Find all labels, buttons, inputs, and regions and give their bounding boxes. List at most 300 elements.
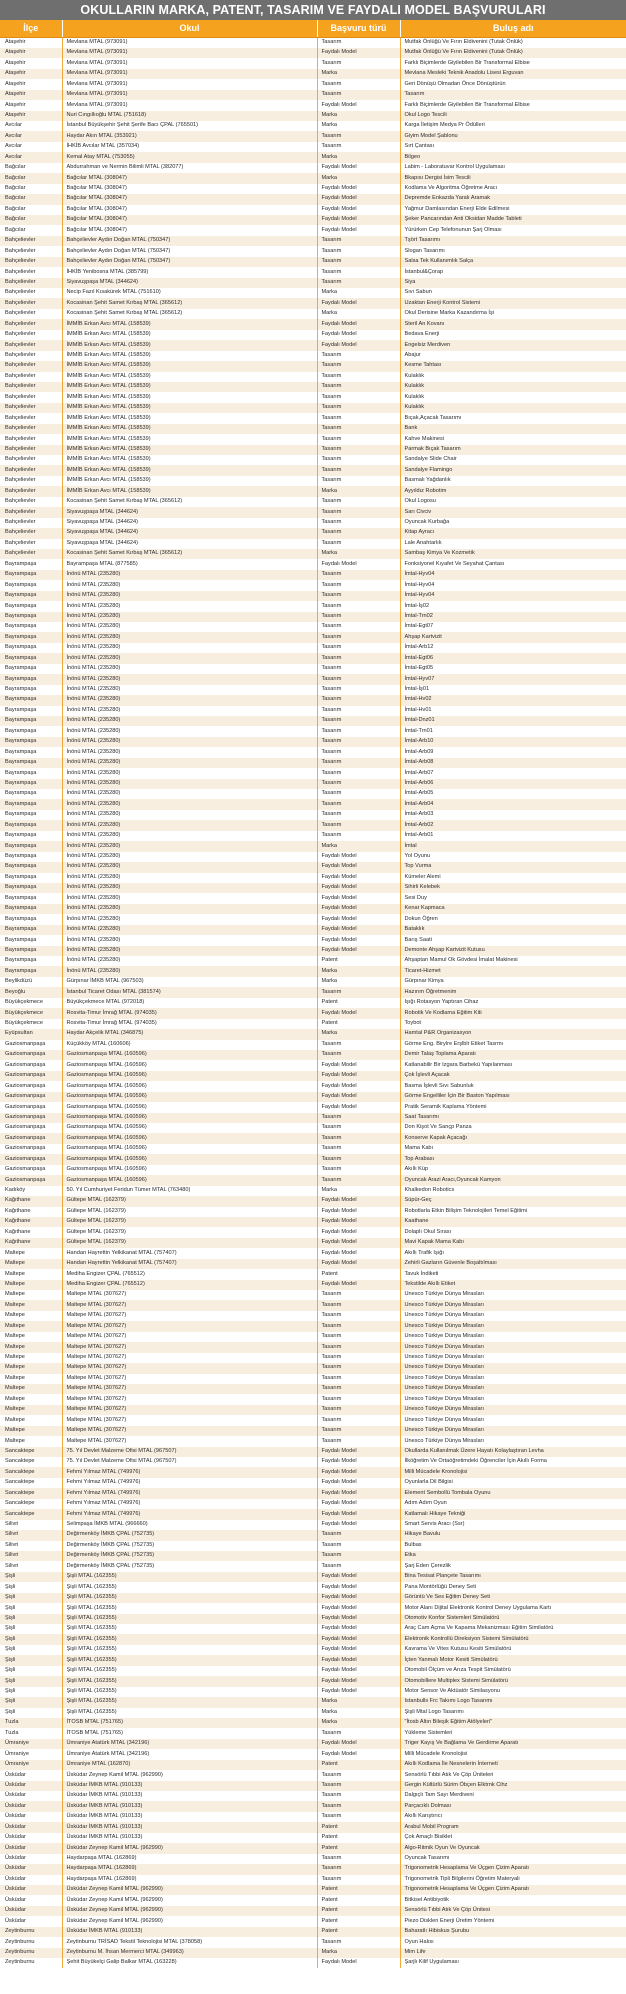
cell-ilce: Bahçelievler — [0, 246, 62, 256]
cell-basvuru-turu: Marka — [317, 111, 400, 121]
cell-bulus-adi: Akıllı Trafik Işığı — [400, 1248, 626, 1258]
cell-basvuru-turu: Faydalı Model — [317, 1238, 400, 1248]
cell-bulus-adi: Unesco Türkiye Dünya Mirasları — [400, 1405, 626, 1415]
cell-bulus-adi: Katlanabilir Bir Izgara Barbekü Yapılanması — [400, 1060, 626, 1070]
table-row — [0, 361, 626, 371]
table-row — [0, 852, 626, 862]
table-row — [0, 747, 626, 757]
cell-ilce: Şişli — [0, 1582, 62, 1592]
cell-ilce: Gaziosmanpaşa — [0, 1102, 62, 1112]
cell-ilce: Silivri — [0, 1551, 62, 1561]
cell-okul: Zeytinburnu M. İhsan Mermerci MTAL (349963) — [62, 1948, 317, 1958]
table-row — [0, 1770, 626, 1780]
table-row — [0, 90, 626, 100]
table-row — [0, 58, 626, 68]
cell-ilce: Avcılar — [0, 121, 62, 131]
cell-basvuru-turu: Tasarım — [317, 1384, 400, 1394]
cell-ilce: Bahçelievler — [0, 445, 62, 455]
cell-basvuru-turu: Tasarım — [317, 445, 400, 455]
cell-okul: İnönü MTAL (235280) — [62, 643, 317, 653]
cell-ilce: Maltepe — [0, 1405, 62, 1415]
cell-basvuru-turu: Tasarım — [317, 1875, 400, 1885]
table-row — [0, 539, 626, 549]
table-row — [0, 215, 626, 225]
cell-ilce: Maltepe — [0, 1363, 62, 1373]
cell-basvuru-turu: Faydalı Model — [317, 215, 400, 225]
cell-ilce: Şişli — [0, 1645, 62, 1655]
cell-bulus-adi: Mavi Kapak Mama Kabı — [400, 1238, 626, 1248]
cell-bulus-adi: İmtal-Egt07 — [400, 622, 626, 632]
cell-basvuru-turu: Marka — [317, 1708, 400, 1718]
cell-ilce: Ataşehir — [0, 58, 62, 68]
cell-basvuru-turu: Tasarım — [317, 382, 400, 392]
cell-basvuru-turu: Tasarım — [317, 716, 400, 726]
cell-okul: Gaziosmanpaşa MTAL (160596) — [62, 1050, 317, 1060]
cell-okul: Selimpaşa İMKB MTAL (966660) — [62, 1520, 317, 1530]
cell-okul: İnönü MTAL (235280) — [62, 768, 317, 778]
cell-basvuru-turu: Faydalı Model — [317, 1457, 400, 1467]
cell-bulus-adi: Şeker Pancarından Anti Oksidan Madde Tableti — [400, 215, 626, 225]
table-row — [0, 1238, 626, 1248]
cell-ilce: Bayrampaşa — [0, 893, 62, 903]
cell-bulus-adi: Katlamalı Hikaye Tekniği — [400, 1509, 626, 1519]
cell-okul: Nuri Cıngıllıoğlu MTAL (751618) — [62, 111, 317, 121]
cell-basvuru-turu: Tasarım — [317, 403, 400, 413]
cell-basvuru-turu: Tasarım — [317, 38, 400, 48]
cell-okul: Handan Hayrettin Yelkikanat MTAL (757407) — [62, 1259, 317, 1269]
table-row — [0, 1426, 626, 1436]
cell-ilce: Kağıthane — [0, 1227, 62, 1237]
cell-basvuru-turu: Marka — [317, 1186, 400, 1196]
cell-basvuru-turu: Tasarım — [317, 1113, 400, 1123]
table-row — [0, 236, 626, 246]
cell-okul: Gaziosmanpaşa MTAL (160596) — [62, 1060, 317, 1070]
cell-ilce: Şişli — [0, 1666, 62, 1676]
cell-basvuru-turu: Tasarım — [317, 392, 400, 402]
cell-basvuru-turu: Tasarım — [317, 612, 400, 622]
table-row — [0, 946, 626, 956]
cell-bulus-adi: Demonte Ahşap Kartvizit Kutusu — [400, 946, 626, 956]
cell-basvuru-turu: Tasarım — [317, 1363, 400, 1373]
table-row — [0, 1478, 626, 1488]
cell-ilce: Maltepe — [0, 1248, 62, 1258]
cell-basvuru-turu: Marka — [317, 977, 400, 987]
table-row — [0, 549, 626, 559]
cell-bulus-adi: İmtal-Trn02 — [400, 612, 626, 622]
cell-basvuru-turu: Faydalı Model — [317, 1634, 400, 1644]
cell-bulus-adi: Sambaş Kimya Ve Kozmetik — [400, 549, 626, 559]
cell-ilce: Üsküdar — [0, 1812, 62, 1822]
cell-bulus-adi: Pratik Seramik Kaplama Yöntemi — [400, 1102, 626, 1112]
cell-okul: İMMİB Erkan Avcı MTAL (158539) — [62, 445, 317, 455]
cell-basvuru-turu: Patent — [317, 1843, 400, 1853]
cell-bulus-adi: Trigonometrik Tipli Bilgilerini Öğretim Materyali — [400, 1875, 626, 1885]
table-row — [0, 465, 626, 475]
cell-bulus-adi: Gergin Kültürlü Sürim Öbçen Elktrnk Cihz — [400, 1781, 626, 1791]
cell-okul: Gaziosmanpaşa MTAL (160596) — [62, 1113, 317, 1123]
cell-okul: Necip Fazıl Kısakürek MTAL (751610) — [62, 288, 317, 298]
table-row — [0, 1551, 626, 1561]
cell-okul: İnönü MTAL (235280) — [62, 820, 317, 830]
cell-okul: Bağcılar MTAL (308047) — [62, 215, 317, 225]
table-row — [0, 779, 626, 789]
table-row — [0, 340, 626, 350]
cell-ilce: Bayrampaşa — [0, 695, 62, 705]
table-row — [0, 173, 626, 183]
cell-ilce: Ataşehir — [0, 100, 62, 110]
cell-ilce: Bayrampaşa — [0, 674, 62, 684]
column-header-okul: Okul — [62, 20, 317, 38]
cell-ilce: Bahçelievler — [0, 539, 62, 549]
cell-basvuru-turu: Tasarım — [317, 831, 400, 841]
table-row — [0, 1040, 626, 1050]
cell-okul: İnönü MTAL (235280) — [62, 925, 317, 935]
cell-okul: İnönü MTAL (235280) — [62, 695, 317, 705]
cell-okul: Fehmi Yılmaz MTAL (749976) — [62, 1467, 317, 1477]
table-row — [0, 528, 626, 538]
table-row — [0, 1634, 626, 1644]
cell-basvuru-turu: Patent — [317, 1916, 400, 1926]
cell-bulus-adi: Elektronik Kontrollü Direksiyon Sistemi Simülatörü — [400, 1634, 626, 1644]
cell-ilce: Silivri — [0, 1520, 62, 1530]
table-row — [0, 1624, 626, 1634]
cell-okul: Şişli MTAL (162355) — [62, 1582, 317, 1592]
cell-ilce: Ümraniye — [0, 1739, 62, 1749]
cell-okul: İMMİB Erkan Avcı MTAL (158539) — [62, 455, 317, 465]
cell-ilce: Bayrampaşa — [0, 956, 62, 966]
cell-okul: Maltepe MTAL (307627) — [62, 1363, 317, 1373]
table-row — [0, 1499, 626, 1509]
cell-ilce: Bayrampaşa — [0, 789, 62, 799]
cell-bulus-adi: Trigonometrik Hesaplama Ve Üçgen Çizim Aparatı — [400, 1864, 626, 1874]
cell-bulus-adi: Basmalı Yağdanlık — [400, 476, 626, 486]
cell-ilce: Bahçelievler — [0, 476, 62, 486]
cell-ilce: Büyükçekmece — [0, 1019, 62, 1029]
cell-ilce: Maltepe — [0, 1311, 62, 1321]
cell-okul: Üsküdar İMKB MTAL (910133) — [62, 1781, 317, 1791]
cell-ilce: Bayrampaşa — [0, 570, 62, 580]
cell-basvuru-turu: Tasarım — [317, 131, 400, 141]
cell-basvuru-turu: Faydalı Model — [317, 862, 400, 872]
cell-basvuru-turu: Marka — [317, 549, 400, 559]
table-row — [0, 246, 626, 256]
cell-okul: Haydar Akın MTAL (353921) — [62, 131, 317, 141]
cell-okul: İMMİB Erkan Avcı MTAL (158539) — [62, 382, 317, 392]
cell-bulus-adi: Sesi Duy — [400, 893, 626, 903]
cell-okul: Üsküdar İMKB MTAL (910133) — [62, 1791, 317, 1801]
cell-okul: Haydarpaşa MTAL (162869) — [62, 1854, 317, 1864]
cell-bulus-adi: İmtal-Arb08 — [400, 758, 626, 768]
cell-basvuru-turu: Patent — [317, 1833, 400, 1843]
cell-basvuru-turu: Marka — [317, 1948, 400, 1958]
cell-bulus-adi: Parmak Bıçak Tasarım — [400, 445, 626, 455]
cell-bulus-adi: Hikaye Bavulu — [400, 1530, 626, 1540]
cell-basvuru-turu: Tasarım — [317, 1801, 400, 1811]
cell-ilce: Maltepe — [0, 1384, 62, 1394]
cell-okul: İMMİB Erkan Avcı MTAL (158539) — [62, 424, 317, 434]
cell-okul: İnönü MTAL (235280) — [62, 841, 317, 851]
cell-basvuru-turu: Tasarım — [317, 726, 400, 736]
table-row — [0, 1154, 626, 1164]
cell-ilce: Ataşehir — [0, 90, 62, 100]
cell-basvuru-turu: Tasarım — [317, 1311, 400, 1321]
table-row — [0, 288, 626, 298]
cell-basvuru-turu: Patent — [317, 1019, 400, 1029]
cell-bulus-adi: Bkapısı Dergisi İsim Tescili — [400, 173, 626, 183]
cell-ilce: Şişli — [0, 1572, 62, 1582]
cell-basvuru-turu: Tasarım — [317, 779, 400, 789]
cell-okul: Şişli MTAL (162355) — [62, 1708, 317, 1718]
cell-ilce: Ümraniye — [0, 1749, 62, 1759]
cell-basvuru-turu: Faydalı Model — [317, 1572, 400, 1582]
cell-bulus-adi: İmtal-Arb07 — [400, 768, 626, 778]
cell-basvuru-turu: Patent — [317, 1760, 400, 1770]
cell-basvuru-turu: Tasarım — [317, 1050, 400, 1060]
cell-basvuru-turu: Patent — [317, 1885, 400, 1895]
cell-bulus-adi: Hamtal P&R Organizasyon — [400, 1029, 626, 1039]
cell-basvuru-turu: Faydalı Model — [317, 1060, 400, 1070]
cell-ilce: Bağcılar — [0, 163, 62, 173]
cell-bulus-adi: Şarj Eden Çerezlik — [400, 1561, 626, 1571]
cell-basvuru-turu: Tasarım — [317, 1144, 400, 1154]
cell-bulus-adi: Ahşap Kartvizit — [400, 632, 626, 642]
table-row — [0, 1321, 626, 1331]
table-row — [0, 1509, 626, 1519]
cell-basvuru-turu: Faydalı Model — [317, 1081, 400, 1091]
cell-okul: Siyavuşpaşa MTAL (344624) — [62, 518, 317, 528]
cell-basvuru-turu: Tasarım — [317, 1342, 400, 1352]
cell-basvuru-turu: Marka — [317, 966, 400, 976]
cell-basvuru-turu: Tasarım — [317, 1332, 400, 1342]
cell-okul: İnönü MTAL (235280) — [62, 706, 317, 716]
table-row — [0, 883, 626, 893]
cell-bulus-adi: Giyim Model Şablonu — [400, 131, 626, 141]
table-row — [0, 1875, 626, 1885]
table-row — [0, 497, 626, 507]
cell-ilce: Tuzla — [0, 1728, 62, 1738]
cell-okul: Maltepe MTAL (307627) — [62, 1405, 317, 1415]
cell-bulus-adi: Yol Oyunu — [400, 852, 626, 862]
table-row — [0, 1760, 626, 1770]
cell-ilce: Bağcılar — [0, 215, 62, 225]
table-row — [0, 413, 626, 423]
cell-okul: Mevlana MTAL (973091) — [62, 79, 317, 89]
table-row — [0, 38, 626, 48]
cell-okul: Rosvita-Timur İmrağ MTAL (974035) — [62, 1019, 317, 1029]
table-row — [0, 1749, 626, 1759]
cell-basvuru-turu: Faydalı Model — [317, 1687, 400, 1697]
cell-bulus-adi: Geri Dönüşü Olmadan Önce Dönüştürün — [400, 79, 626, 89]
cell-basvuru-turu: Faydalı Model — [317, 163, 400, 173]
cell-okul: Maltepe MTAL (307627) — [62, 1353, 317, 1363]
cell-okul: Maltepe MTAL (307627) — [62, 1311, 317, 1321]
cell-basvuru-turu: Tasarım — [317, 737, 400, 747]
cell-bulus-adi: Smart Servis Aracı (Ssr) — [400, 1520, 626, 1530]
cell-okul: 50. Yıl Cumhuriyet Feridun Tümer MTAL (763480) — [62, 1186, 317, 1196]
cell-ilce: Bayrampaşa — [0, 580, 62, 590]
cell-basvuru-turu: Faydalı Model — [317, 1207, 400, 1217]
cell-okul: İnönü MTAL (235280) — [62, 799, 317, 809]
table-row — [0, 768, 626, 778]
table-row — [0, 278, 626, 288]
table-row — [0, 601, 626, 611]
cell-bulus-adi: Unesco Türkiye Dünya Mirasları — [400, 1311, 626, 1321]
cell-okul: Gaziosmanpaşa MTAL (160596) — [62, 1165, 317, 1175]
cell-bulus-adi: Element Sembollü Tombala Oyunu — [400, 1488, 626, 1498]
cell-basvuru-turu: Tasarım — [317, 1175, 400, 1185]
cell-bulus-adi: Unesco Türkiye Dünya Mirasları — [400, 1332, 626, 1342]
cell-basvuru-turu: Faydalı Model — [317, 935, 400, 945]
cell-ilce: Gaziosmanpaşa — [0, 1113, 62, 1123]
cell-okul: İnönü MTAL (235280) — [62, 883, 317, 893]
cell-ilce: Bahçelievler — [0, 497, 62, 507]
cell-basvuru-turu: Tasarım — [317, 1123, 400, 1133]
cell-okul: Maltepe MTAL (307627) — [62, 1436, 317, 1446]
table-row — [0, 455, 626, 465]
cell-bulus-adi: İmtal-Hv01 — [400, 706, 626, 716]
cell-basvuru-turu: Faydalı Model — [317, 1655, 400, 1665]
table-row — [0, 1593, 626, 1603]
table-row — [0, 372, 626, 382]
table-row — [0, 1895, 626, 1905]
cell-ilce: Bahçelievler — [0, 309, 62, 319]
cell-okul: İnönü MTAL (235280) — [62, 591, 317, 601]
cell-ilce: Bayrampaşa — [0, 873, 62, 883]
cell-ilce: Maltepe — [0, 1321, 62, 1331]
table-row — [0, 841, 626, 851]
cell-bulus-adi: Ayyıldız Robotim — [400, 486, 626, 496]
table-row — [0, 1833, 626, 1843]
cell-okul: İMMİB Erkan Avcı MTAL (158539) — [62, 340, 317, 350]
cell-basvuru-turu: Faydalı Model — [317, 904, 400, 914]
cell-okul: Üsküdar Zeynep Kamil MTAL (962990) — [62, 1895, 317, 1905]
cell-basvuru-turu: Tasarım — [317, 1290, 400, 1300]
cell-ilce: Beyoğlu — [0, 987, 62, 997]
cell-basvuru-turu: Tasarım — [317, 1770, 400, 1780]
table-row — [0, 403, 626, 413]
table-row — [0, 1248, 626, 1258]
cell-okul: Haydarpaşa MTAL (162869) — [62, 1875, 317, 1885]
cell-ilce: Üsküdar — [0, 1801, 62, 1811]
cell-basvuru-turu: Faydalı Model — [317, 1071, 400, 1081]
cell-basvuru-turu: Tasarım — [317, 1561, 400, 1571]
cell-okul: İnönü MTAL (235280) — [62, 716, 317, 726]
cell-bulus-adi: Milli Mücadele Kronolojisi — [400, 1749, 626, 1759]
cell-basvuru-turu: Tasarım — [317, 664, 400, 674]
cell-okul: Şişli MTAL (162355) — [62, 1655, 317, 1665]
cell-okul: Maltepe MTAL (307627) — [62, 1342, 317, 1352]
cell-bulus-adi: Sıvı Sabun — [400, 288, 626, 298]
cell-okul: İMMİB Erkan Avcı MTAL (158539) — [62, 319, 317, 329]
cell-okul: İnönü MTAL (235280) — [62, 831, 317, 841]
cell-okul: İMMİB Erkan Avcı MTAL (158539) — [62, 351, 317, 361]
cell-basvuru-turu: Marka — [317, 1029, 400, 1039]
cell-ilce: Bağcılar — [0, 173, 62, 183]
cell-basvuru-turu: Faydalı Model — [317, 1447, 400, 1457]
cell-okul: İnönü MTAL (235280) — [62, 810, 317, 820]
table-row — [0, 476, 626, 486]
table-row — [0, 1207, 626, 1217]
table-row — [0, 1791, 626, 1801]
cell-bulus-adi: Bitkisel Antibiyotik — [400, 1895, 626, 1905]
cell-ilce: Şişli — [0, 1593, 62, 1603]
cell-ilce: Sancaktepe — [0, 1509, 62, 1519]
cell-basvuru-turu: Marka — [317, 1697, 400, 1707]
cell-bulus-adi: Baharatlı Hibiskus Şurubu — [400, 1927, 626, 1937]
cell-okul: Şişli MTAL (162355) — [62, 1634, 317, 1644]
cell-basvuru-turu: Tasarım — [317, 758, 400, 768]
cell-okul: İnönü MTAL (235280) — [62, 862, 317, 872]
cell-basvuru-turu: Tasarım — [317, 257, 400, 267]
table-row — [0, 977, 626, 987]
cell-okul: Ümraniye MTAL (162870) — [62, 1760, 317, 1770]
cell-okul: Gültepe MTAL (162379) — [62, 1227, 317, 1237]
cell-basvuru-turu: Patent — [317, 956, 400, 966]
table-row — [0, 1937, 626, 1947]
cell-ilce: Ataşehir — [0, 38, 62, 48]
cell-basvuru-turu: Tasarım — [317, 1426, 400, 1436]
table-row — [0, 570, 626, 580]
cell-okul: İMMİB Erkan Avcı MTAL (158539) — [62, 361, 317, 371]
cell-bulus-adi: Top Arabası — [400, 1154, 626, 1164]
cell-basvuru-turu: Faydalı Model — [317, 205, 400, 215]
cell-ilce: Bahçelievler — [0, 413, 62, 423]
table-row — [0, 225, 626, 235]
cell-bulus-adi: Okul Logosu — [400, 497, 626, 507]
cell-bulus-adi: Unesco Türkiye Dünya Mirasları — [400, 1426, 626, 1436]
table-row — [0, 643, 626, 653]
cell-okul: Siyavuşpaşa MTAL (344624) — [62, 507, 317, 517]
cell-okul: 75. Yıl Devlet Malzeme Ofisi MTAL (967507) — [62, 1447, 317, 1457]
cell-basvuru-turu: Faydalı Model — [317, 873, 400, 883]
cell-basvuru-turu: Tasarım — [317, 601, 400, 611]
cell-basvuru-turu: Faydalı Model — [317, 184, 400, 194]
cell-okul: İnönü MTAL (235280) — [62, 956, 317, 966]
cell-okul: Maltepe MTAL (307627) — [62, 1426, 317, 1436]
table-row — [0, 1300, 626, 1310]
cell-bulus-adi: Ticaret-Hizmet — [400, 966, 626, 976]
cell-ilce: Üsküdar — [0, 1833, 62, 1843]
cell-bulus-adi: Mutfak Önlüğü Ve Fırın Eldivenini (Tutak Önlük) — [400, 38, 626, 48]
cell-okul: Değirmenköy İMKB ÇPAL (752735) — [62, 1551, 317, 1561]
cell-basvuru-turu: Tasarım — [317, 361, 400, 371]
cell-ilce: Bayrampaşa — [0, 726, 62, 736]
cell-okul: İstanbul Ticaret Odası MTAL (381574) — [62, 987, 317, 997]
cell-bulus-adi: Saat Tasarımı — [400, 1113, 626, 1123]
cell-okul: Şehit Büyükelçi Galip Balkar MTAL (163228) — [62, 1958, 317, 1968]
cell-okul: Gaziosmanpaşa MTAL (160596) — [62, 1154, 317, 1164]
cell-ilce: Bahçelievler — [0, 528, 62, 538]
cell-bulus-adi: Sihirli Kelebek — [400, 883, 626, 893]
table-body — [0, 38, 626, 1969]
table-row — [0, 319, 626, 329]
cell-ilce: Sancaktepe — [0, 1447, 62, 1457]
cell-ilce: Bayrampaşa — [0, 810, 62, 820]
cell-basvuru-turu: Tasarım — [317, 1374, 400, 1384]
cell-ilce: Üsküdar — [0, 1791, 62, 1801]
column-header-bulus-adi: Buluş adı — [400, 20, 626, 38]
cell-bulus-adi: İmtal-Arb01 — [400, 831, 626, 841]
table-row — [0, 507, 626, 517]
table-row — [0, 351, 626, 361]
cell-bulus-adi: Uzaktan Enerji Kontrol Sistemi — [400, 298, 626, 308]
cell-bulus-adi: Gürpınar Kimya — [400, 977, 626, 987]
cell-ilce: Üsküdar — [0, 1875, 62, 1885]
cell-okul: Üsküdar İMKB MTAL (910133) — [62, 1927, 317, 1937]
cell-ilce: Ataşehir — [0, 111, 62, 121]
cell-okul: Şişli MTAL (162355) — [62, 1666, 317, 1676]
table-row — [0, 1081, 626, 1091]
